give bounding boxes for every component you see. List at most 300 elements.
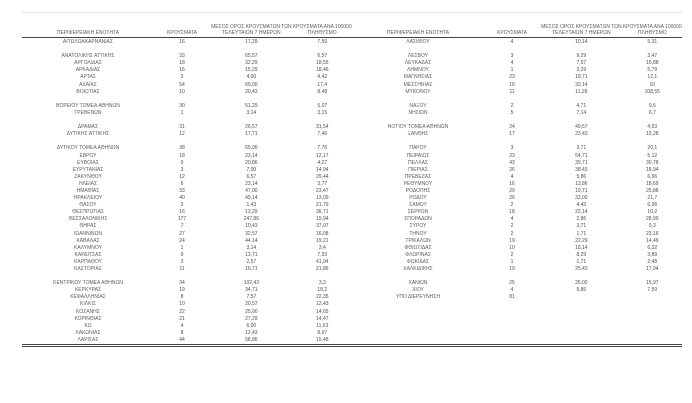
table-row: [22, 153, 352, 160]
per-100k-value: 9,3: [648, 223, 656, 230]
table-row: [22, 195, 352, 202]
avg-7day-value: 20,43: [245, 88, 258, 95]
table-row: [352, 209, 682, 216]
regional-unit-name: ΛΕΣΒΟΥ: [407, 53, 429, 60]
table-row: [22, 145, 352, 152]
regional-unit-name: ΤΗΝΟΥ: [409, 230, 427, 237]
table-row: [352, 67, 682, 74]
regional-unit-name: ΠΑΡΟΥ: [409, 145, 427, 152]
cases-value: 54: [179, 81, 185, 88]
regional-unit-name: ΠΙΕΡΙΑΣ: [408, 166, 428, 173]
table-header-row: [22, 12, 682, 38]
regional-unit-name: ΛΑΣΙΘΙΟΥ: [406, 39, 430, 45]
per-100k-value: 20,1: [647, 145, 658, 152]
table-row: [22, 181, 352, 188]
table-row: [352, 181, 682, 188]
avg-7day-value: 7,14: [576, 109, 587, 116]
avg-7day-value: 18,14: [575, 244, 588, 251]
avg-7day-value: 247,86: [243, 216, 259, 223]
table-row: [352, 294, 682, 301]
per-100k-value: 25,88: [646, 187, 659, 194]
per-100k-value: 7,76: [317, 145, 328, 152]
avg-7day-value: [540, 294, 623, 301]
table-row: [352, 60, 682, 67]
table-row: [352, 167, 682, 174]
avg-7day-value: 2,86: [576, 216, 587, 223]
regional-unit-name: ΘΑΣΟΥ: [79, 202, 97, 209]
avg-7day-value: 51,29: [245, 102, 258, 109]
avg-7day-value: 4,71: [576, 102, 587, 109]
avg-7day-value: 58,86: [245, 336, 258, 343]
group-spacer-row: [22, 46, 352, 53]
avg-7day-value: 6,00: [246, 322, 257, 329]
avg-7day-value: 23,43: [575, 131, 588, 138]
per-100k-value: 16,88: [646, 60, 659, 67]
per-100k-value: 12,17: [316, 152, 329, 159]
cases-value: 19: [179, 287, 185, 294]
regional-unit-name: ΗΜΑΘΙΑΣ: [76, 187, 100, 194]
table-row: [352, 252, 682, 259]
table-row: [352, 174, 682, 181]
avg-7day-value: 6,57: [246, 173, 257, 180]
regional-unit-name: ΓΡΕΒΕΝΩΝ: [74, 109, 102, 116]
regional-cases-table: [22, 12, 682, 347]
avg-7day-value: 1,43: [246, 202, 257, 209]
per-100k-value: 30,78: [646, 159, 659, 166]
table-row: [352, 216, 682, 223]
regional-unit-name: ΚΙΛΚΙΣ: [80, 301, 96, 308]
avg-7day-value: 13,71: [245, 251, 258, 258]
avg-7day-value: 65,00: [245, 145, 258, 152]
group-spacer-row: [352, 96, 682, 103]
avg-7day-value: 32,29: [245, 60, 258, 67]
table-body: [22, 38, 682, 347]
table-row: [22, 280, 352, 287]
regional-unit-name: ΘΕΣΣΑΛΟΝΙΚΗΣ: [68, 216, 108, 223]
cases-value: 34: [179, 280, 185, 287]
avg-7day-value: 65,57: [245, 53, 258, 60]
cases-value: 16: [179, 39, 185, 45]
regional-unit-name: ΦΛΩΡΙΝΑΣ: [405, 251, 431, 258]
cases-value: 27: [179, 230, 185, 237]
avg-7day-value: 10,43: [245, 223, 258, 230]
avg-7day-value: 20,57: [245, 301, 258, 308]
per-100k-value: 3,89: [647, 251, 658, 258]
regional-unit-name: ΚΑΒΑΛΑΣ: [76, 237, 100, 244]
per-100k-value: 36,71: [316, 209, 329, 216]
regional-unit-name: ΚΑΣΤΟΡΙΑΣ: [74, 266, 102, 272]
cases-value: 44: [179, 336, 185, 343]
column-header-per-100k: ΚΡΟΥΣΜΑΤΑ ΑΝΑ 100000 ΠΛΗΘΥΣΜΟ: [622, 24, 682, 36]
per-100k-value: 6,06: [647, 202, 658, 209]
cases-value: 4: [510, 287, 514, 294]
regional-unit-name: ΠΕΛΛΑΣ: [407, 159, 429, 166]
per-100k-value: 17,94: [646, 266, 659, 272]
group-spacer-row: [352, 273, 682, 280]
right-table-rows: [352, 39, 682, 344]
cases-value: 21: [179, 315, 185, 322]
avg-7day-value: 33,14: [575, 81, 588, 88]
per-100k-value: 21,86: [316, 266, 329, 272]
regional-unit-name: ΜΑΓΝΗΣΙΑΣ: [403, 74, 433, 81]
cases-value: 2: [510, 102, 514, 109]
cases-value: 1: [180, 109, 184, 116]
per-100k-value: 11,63: [316, 322, 329, 329]
cases-value: 4: [510, 39, 514, 45]
avg-7day-value: 25,00: [245, 308, 258, 315]
regional-unit-name: ΡΕΘΥΜΝΟΥ: [403, 180, 433, 187]
avg-7day-value: 12,29: [245, 209, 258, 216]
avg-7day-value: 47,00: [245, 187, 258, 194]
per-100k-value: 6,96: [647, 173, 658, 180]
per-100k-value: 3,15: [317, 109, 328, 116]
table-row: [352, 188, 682, 195]
cases-value: 6: [180, 180, 184, 187]
right-table-header: [352, 13, 682, 37]
per-100k-value: 15,48: [316, 336, 329, 343]
table-row: [22, 39, 352, 46]
table-row: [22, 301, 352, 308]
regional-unit-name: ΣΠΟΡΑΔΩΝ: [404, 216, 432, 223]
cases-value: 11: [509, 88, 515, 95]
per-100k-value: 14,94: [316, 166, 329, 173]
regional-unit-name: ΑΡΓΟΛΙΔΑΣ: [74, 60, 102, 67]
cases-value: 12: [179, 173, 185, 180]
per-100k-value: 7,59: [647, 287, 658, 294]
group-spacer-row: [22, 138, 352, 145]
cases-value: 3: [180, 166, 184, 173]
cases-value: 8: [180, 294, 184, 301]
cases-value: 18: [179, 152, 185, 159]
per-100k-value: 29,44: [316, 173, 329, 180]
regional-unit-name: ΕΥΡΥΤΑΝΙΑΣ: [72, 166, 104, 173]
per-100k-value: 8,48: [317, 88, 328, 95]
table-row: [22, 309, 352, 316]
per-100k-value: 15,28: [646, 131, 659, 138]
avg-7day-value: 9,29: [576, 53, 587, 60]
avg-7day-value: 25,00: [575, 280, 588, 287]
per-100k-value: 9,6: [648, 102, 656, 109]
avg-7day-value: 13,86: [575, 180, 588, 187]
table-row: [22, 174, 352, 181]
avg-7day-value: 19,71: [575, 187, 588, 194]
avg-7day-value: 102,43: [243, 280, 259, 287]
regional-unit-name: ΧΑΛΚΙΔΙΚΗΣ: [403, 266, 433, 272]
avg-7day-value: 8,29: [576, 251, 587, 258]
regional-unit-name: ΠΡΕΒΕΖΑΣ: [404, 173, 432, 180]
cases-value: 3: [180, 258, 184, 265]
column-header-avg-7day: ΜΕΣΟΣ ΟΡΟΣ ΚΡΟΥΣΜΑΤΩΝ ΤΩΝ ΤΕΛΕΥΤΑΙΩΝ 7 ΗΜΕΡΩΝ: [211, 24, 292, 36]
avg-7day-value: 16,71: [245, 266, 258, 272]
per-100k-value: 13,09: [316, 195, 329, 202]
table-row: [22, 238, 352, 245]
cases-value: 23: [509, 74, 515, 81]
group-spacer-row: [22, 96, 352, 103]
cases-value: 12: [179, 131, 185, 138]
cases-value: 24: [179, 237, 185, 244]
table-row: [22, 202, 352, 209]
table-row: [352, 231, 682, 238]
avg-7day-value: 17,71: [245, 131, 258, 138]
table-row: [352, 145, 682, 152]
table-row: [22, 60, 352, 67]
cases-value: 22: [179, 308, 185, 315]
cases-value: 2: [510, 202, 514, 209]
regional-unit-name: ΜΕΣΣΗΝΙΑΣ: [403, 81, 433, 88]
regional-unit-name: ΝΑΞΟΥ: [409, 102, 427, 109]
avg-7day-value: 44,14: [245, 237, 258, 244]
regional-unit-name: ΛΑΡΙΣΑΣ: [77, 336, 99, 343]
per-100k-value: 14,65: [316, 308, 329, 315]
cases-value: 4: [510, 216, 514, 223]
table-row: [22, 103, 352, 110]
cases-value: 3: [510, 145, 514, 152]
table-row: [352, 223, 682, 230]
per-100k-value: 10: [649, 81, 656, 88]
table-row: [22, 223, 352, 230]
regional-unit-name: ΥΠΟ ΔΙΕΡΕΥΝΗΣΗ: [396, 294, 440, 301]
per-100k-value: 7,59: [317, 39, 328, 45]
avg-7day-value: 65,00: [245, 81, 258, 88]
avg-7day-value: 23,14: [245, 180, 258, 187]
table-row: [352, 110, 682, 117]
avg-7day-value: 9,86: [576, 287, 587, 294]
cases-value: 81: [509, 294, 515, 301]
table-row: [352, 39, 682, 46]
table-row: [22, 67, 352, 74]
avg-7day-value: 49,14: [245, 195, 258, 202]
per-100k-value: 18,69: [646, 180, 659, 187]
regional-unit-name: ΕΒΡΟΥ: [79, 152, 97, 159]
per-100k-value: 5,31: [647, 39, 658, 45]
cases-value: 3: [180, 202, 184, 209]
avg-7day-value: 32,00: [575, 195, 588, 202]
regional-unit-name: ΑΧΑΪΑΣ: [79, 81, 97, 88]
regional-unit-name: ΧΙΟΥ: [412, 287, 424, 294]
avg-7day-value: 22,14: [575, 209, 588, 216]
avg-7day-value: 7,57: [576, 60, 587, 67]
per-100k-value: 18,46: [316, 67, 329, 74]
cases-value: 26: [509, 195, 515, 202]
avg-7day-value: 12,43: [245, 329, 258, 336]
per-100k-value: 3,77: [317, 180, 328, 187]
table-row: [22, 266, 352, 273]
regional-unit-name: ΒΟΙΩΤΙΑΣ: [76, 88, 100, 95]
table-row: [352, 131, 682, 138]
regional-unit-name: ΗΡΑΚΛΕΙΟΥ: [73, 195, 103, 202]
per-100k-value: 15,97: [646, 280, 659, 287]
cases-value: 33: [179, 187, 185, 194]
regional-unit-name: ΝΟΤΙΟΥ ΤΟΜΕΑ ΑΘΗΝΩΝ: [387, 124, 449, 131]
avg-7day-value: 1,71: [576, 230, 587, 237]
per-100k-value: 28,99: [646, 216, 659, 223]
regional-unit-name: ΛΗΜΝΟΥ: [407, 67, 429, 74]
per-100k-value: 19,21: [316, 237, 329, 244]
table-row: [22, 188, 352, 195]
avg-7day-value: 7,57: [246, 294, 257, 301]
table-row: [352, 259, 682, 266]
regional-unit-name: ΤΡΙΚΑΛΩΝ: [405, 237, 431, 244]
column-header-avg-7day: ΜΕΣΟΣ ΟΡΟΣ ΚΡΟΥΣΜΑΤΩΝ ΤΩΝ ΤΕΛΕΥΤΑΙΩΝ 7 ΗΜΕΡΩΝ: [541, 24, 622, 36]
cases-value: 29: [509, 187, 515, 194]
per-100k-value: 31,54: [316, 124, 329, 131]
avg-7day-value: 23,14: [245, 152, 258, 159]
regional-unit-name: ΘΗΡΑΣ: [79, 223, 97, 230]
regional-unit-name: ΣΕΡΡΩΝ: [407, 209, 429, 216]
per-100k-value: 12,43: [316, 301, 329, 308]
cases-value: 18: [179, 60, 185, 67]
avg-7day-value: 3,29: [576, 67, 587, 74]
per-100k-value: 18,94: [646, 166, 659, 173]
cases-value: 18: [509, 209, 515, 216]
avg-7day-value: 3,14: [246, 244, 257, 251]
group-spacer-row: [352, 117, 682, 124]
cases-value: 24: [509, 124, 515, 131]
table-row: [352, 82, 682, 89]
regional-unit-name: ΙΩΑΝΝΙΝΩΝ: [73, 230, 103, 237]
table-row: [22, 316, 352, 323]
regional-unit-name: ΚΑΡΔΙΤΣΑΣ: [74, 251, 102, 258]
cases-value: 10: [509, 244, 515, 251]
per-100k-value: 17,4: [317, 81, 328, 88]
table-row: [22, 252, 352, 259]
avg-7day-value: 22,29: [575, 237, 588, 244]
avg-7day-value: 26,57: [245, 124, 258, 131]
regional-unit-name: ΔΥΤΙΚΟΥ ΤΟΜΕΑ ΑΘΗΝΩΝ: [56, 145, 120, 152]
table-row: [22, 245, 352, 252]
regional-unit-name: ΛΕΥΚΑΔΑΣ: [404, 60, 432, 67]
regional-unit-name: ΚΩ: [84, 322, 92, 329]
table-row: [22, 259, 352, 266]
cases-value: 25: [509, 280, 515, 287]
regional-unit-name: ΦΘΙΩΤΙΔΑΣ: [404, 244, 432, 251]
cases-value: 16: [509, 180, 515, 187]
cases-value: 30: [179, 102, 185, 109]
per-100k-value: 15,94: [316, 216, 329, 223]
regional-unit-name: ΒΟΡΕΙΟΥ ΤΟΜΕΑ ΑΘΗΝΩΝ: [56, 102, 120, 109]
avg-7day-value: 17,29: [245, 39, 258, 45]
column-header-regional-unit: ΠΕΡΙΦΕΡΕΙΑΚΗ ΕΝΟΤΗΤΑ: [386, 30, 450, 36]
cases-value: 19: [509, 237, 515, 244]
avg-7day-value: 3,14: [246, 109, 257, 116]
regional-unit-name: ΖΑΚΥΝΘΟΥ: [74, 173, 102, 180]
per-100k-value: 4,42: [317, 74, 328, 81]
table-row: [22, 231, 352, 238]
avg-7day-value: 32,57: [245, 230, 258, 237]
cases-value: 40: [179, 195, 185, 202]
avg-7day-value: 5,86: [576, 173, 587, 180]
table-row: [22, 323, 352, 330]
table-row: [22, 294, 352, 301]
cases-value: 1: [180, 244, 184, 251]
regional-unit-name: ΛΑΚΩΝΙΑΣ: [75, 329, 101, 336]
cases-value: 7: [180, 223, 184, 230]
table-row: [352, 245, 682, 252]
per-100k-value: 3,4: [318, 244, 326, 251]
regional-unit-name: ΞΑΝΘΗΣ: [407, 131, 429, 138]
column-header-per-100k: ΚΡΟΥΣΜΑΤΑ ΑΝΑ 100000 ΠΛΗΘΥΣΜΟ: [292, 24, 352, 36]
per-100k-value: 3,3: [318, 280, 326, 287]
per-100k-value: 23,47: [316, 187, 329, 194]
per-100k-value: 5,07: [317, 102, 328, 109]
table-row: [352, 266, 682, 273]
regional-unit-name: ΑΡΚΑΔΙΑΣ: [75, 67, 101, 74]
avg-7day-value: 4,43: [576, 202, 587, 209]
avg-7day-value: 11,29: [575, 88, 588, 95]
cases-value: 3: [510, 53, 514, 60]
table-row: [352, 74, 682, 81]
regional-unit-name: ΔΥΤΙΚΗΣ ΑΤΤΙΚΗΣ: [66, 131, 110, 138]
cases-value: 26: [509, 166, 515, 173]
regional-unit-name: ΦΩΚΙΔΑΣ: [406, 258, 430, 265]
regional-unit-name: ΣΑΜΟΥ: [409, 202, 427, 209]
regional-unit-name: ΡΟΔΟΠΗΣ: [405, 187, 431, 194]
group-spacer-row: [352, 138, 682, 145]
regional-unit-name: ΔΡΑΜΑΣ: [77, 124, 99, 131]
regional-unit-name: ΚΟΖΑΝΗΣ: [76, 308, 100, 315]
table-row: [352, 280, 682, 287]
column-header-regional-unit: ΠΕΡΙΦΕΡΕΙΑΚΗ ΕΝΟΤΗΤΑ: [56, 30, 120, 36]
regional-unit-name: ΚΟΡΙΝΘΙΑΣ: [74, 315, 102, 322]
cases-value: 16: [179, 67, 185, 74]
table-row: [352, 153, 682, 160]
regional-unit-name: ΑΙΤΩΛΟΑΚΑΡΝΑΝΙΑΣ: [62, 39, 114, 45]
avg-7day-value: 39,71: [575, 159, 588, 166]
table-row: [22, 53, 352, 60]
avg-7day-value: 34,71: [245, 287, 258, 294]
avg-7day-value: 38,43: [575, 166, 588, 173]
cases-value: 19: [509, 266, 515, 272]
per-100k-value: 14,49: [646, 237, 659, 244]
table-row: [22, 330, 352, 337]
avg-7day-value: 1,71: [576, 258, 587, 265]
per-100k-value: 6,57: [317, 53, 328, 60]
cases-value: 3: [180, 74, 184, 81]
regional-unit-name: ΚΑΛΥΜΝΟΥ: [74, 244, 102, 251]
per-100k-value: 7,46: [317, 131, 328, 138]
regional-unit-name: ΚΕΡΚΥΡΑΣ: [74, 287, 102, 294]
avg-7day-value: 25,43: [575, 266, 588, 272]
per-100k-value: 12,1: [647, 74, 658, 81]
group-spacer-row: [22, 117, 352, 124]
per-100k-value: 2,48: [647, 258, 658, 265]
group-spacer-row: [22, 273, 352, 280]
table-row: [352, 160, 682, 167]
table-row: [22, 131, 352, 138]
avg-7day-value: 49,57: [575, 124, 588, 131]
cases-value: 9: [180, 159, 184, 166]
per-100k-value: 5,12: [647, 152, 658, 159]
table-row: [22, 110, 352, 117]
table-row: [352, 53, 682, 60]
per-100k-value: 6,7: [648, 109, 656, 116]
cases-value: 38: [179, 145, 185, 152]
avg-7day-value: 15,29: [245, 67, 258, 74]
per-100k-value: 18,2: [317, 287, 328, 294]
table-row: [352, 89, 682, 96]
cases-value: 16: [179, 209, 185, 216]
column-header-cases: ΚΡΟΥΣΜΑΤΑ: [497, 30, 528, 36]
cases-value: 2: [510, 230, 514, 237]
table-row: [22, 74, 352, 81]
regional-unit-name: ΜΥΚΟΝΟΥ: [405, 88, 431, 95]
avg-7day-value: 10,14: [575, 39, 588, 45]
per-100k-value: 14,47: [316, 315, 329, 322]
table-row: [22, 337, 352, 344]
avg-7day-value: 3,71: [576, 223, 587, 230]
regional-unit-name: ΑΡΤΑΣ: [80, 74, 96, 81]
regional-unit-name: ΝΗΣΙΩΝ: [408, 109, 428, 116]
